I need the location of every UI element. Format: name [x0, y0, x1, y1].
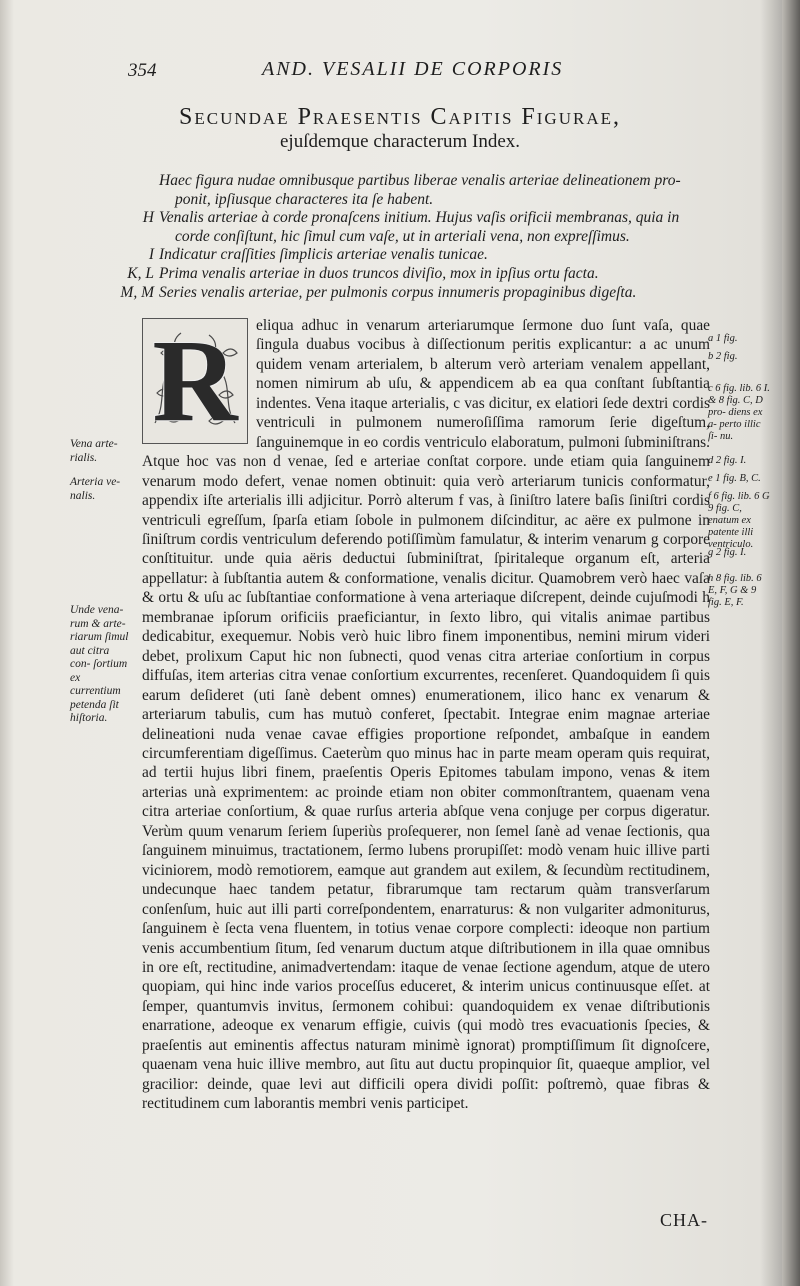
legend-key: K, L [127, 264, 154, 282]
margin-note-right: b 2 fig. [708, 351, 738, 362]
running-head [0, 58, 800, 88]
decorated-initial [142, 315, 248, 446]
legend-row [86, 172, 726, 191]
legend-text: corde conſiſtunt, hic ſimul cum vaſe, ut in arteriali vena, non expreſſimus. [175, 227, 630, 245]
running-title: AND. VESALII DE CORPORIS [262, 58, 564, 80]
legend-key [86, 191, 159, 210]
figure-legend [86, 172, 726, 302]
margin-note-right: h 8 fig. lib. 6 E, F, G & 9 fig. E, F. [708, 573, 762, 608]
legend-text: Haec figura nudae omnibusque partibus liberae venalis arteriae delineationem pro- [159, 172, 681, 189]
section-subtitle: ejuſdemque characterum Index. [279, 131, 521, 152]
legend-row [86, 265, 726, 284]
legend-key: I [148, 246, 154, 264]
legend-text: ponit, ipſiusque characteres ita ſe habent. [175, 190, 434, 208]
margin-note-right: f 6 fig. lib. 6 G 9 fig. C, enatum ex patente illi ventriculo. [708, 491, 770, 550]
main-text [142, 316, 710, 1114]
legend-key: M, M [120, 283, 154, 301]
legend-row [86, 246, 726, 265]
catchword: CHA- [660, 1210, 708, 1230]
legend-row [86, 284, 726, 303]
legend-key: H [142, 209, 154, 227]
legend-text: Prima venalis arteriae in duos truncos diviſio, mox in ipſius ortu facta. [159, 264, 599, 282]
legend-key [86, 228, 159, 247]
page-number: 354 [128, 60, 157, 81]
legend-row [86, 209, 726, 228]
legend-text: Series venalis arteriae, per pulmonis corpus innumeris propaginibus digeſta. [159, 283, 637, 301]
page-gutter-shadow [782, 0, 800, 1286]
legend-text: Venalis arteriae à corde pronaſcens initium. Hujus vaſis orificii membranas, quia in [159, 209, 680, 227]
section-title: Secundae Praesentis Capitis Figurae, [179, 104, 621, 130]
margin-note-right: a 1 fig. [708, 333, 738, 344]
margin-note-right: g 2 fig. I. [708, 547, 747, 558]
initial-letter: R [152, 315, 238, 446]
margin-note-left: Unde vena- rum & arte- riarum ſimul aut citra con- ſortium ex currentium petenda ſit hiſtoria. [70, 604, 129, 724]
margin-note-right: c 6 fig. lib. 6 I. & 8 fig. C, D pro- diens ex a- perto illic ſi- nu. [708, 383, 770, 442]
margin-note-left: Arteria ve- nalis. [70, 476, 121, 502]
legend-text: Indicatur craſſities ſimplicis arteriae venalis tunicae. [159, 246, 488, 264]
margin-note-right: e 1 fig. B, C. [708, 473, 761, 484]
body-paragraph: eliqua adhuc in venarum arteriarumque ſermone duo ſunt vaſa, quae ſingula duabus vocibus à diſſectionum peritis explicantur: a ac unum quidem venam arterialem, b alterum verò arteriam venalem appellant, nomen nimirum ab uſu, & appendicem ab ea qua conſtant ſubſtantia indentes. Vena itaque arterialis, c vas dicitur, ex elatiori ſede dextri cordis ventriculi in pulmonem numeroſiſſima ramorum ſerie digeſtum, ſanguinemque in eo cordis ventriculo elaboratum, pulmoni ſubminiſtrans. Atque hoc vas non d venae, ſed e arteriae conſtat corpore. unde etiam quia ſanguinem venarum modo defert, venae nomen obtinuit: quia verò arteriarum tunicis conformatur, appendix iſte arterialis illi adjicitur. Porrò alterum f vas, à ſiniſtro latere baſis ſiniſtri cordis ventriculi egreſſum, ſparſa etiam ſobole in pulmonem diſcinditur, ac aëre ex pulmone in ſiniſtrum cordis ventriculum deferendo potiſſimùm famulatur, & interim venarum g corpore conſtituitur. unde quia aëris deductui ſubminiſtrat, ſpiritaleque organum eſt, arteria appellatur: à ſubſtantia autem & conformatione, venalis dicitur. Quamobrem verò haec vaſa & ortu & uſu ac ſubſtantiae conformatione à vena arteriaque diſcrepent, deinde cujuſmodi h membranae ipſorum orificiis praeficiantur, in ſexto libro, qui vitalis animae partibus dedicabitur, exequemur. Nobis verò huic libro finem imponentibus, nemini mirum videri debet, prolixum Caput hic non ſubnecti, quod venas citra arteriae conſortium in corpus diffuſas, item arterias citra venae conſortium excurrentes, recenſeret. Quandoquidem ſi quis earum deſideret (uti ſanè debent omnes) enumerationem, ilico hanc ex venarum & arteriarum tabulis, cum has mutuò conferet, ſpectabit. Integrae enim magnae arteriae delineationi nuda venae cavae effigies proportione reſpondet, ambaſque in eandem circumferentiam digeſſimus. Caeterùm quo minus hac in parte meam operam quis requirat, ad tertii hujus libri finem, praeſentis Operis Epitomes tabulam impono, venas & item arterias unà exprimentem: ac proinde etiam non obiter commonſtrantem, quaenam vena citra arteriae conſortium, & quae rurſus arteria abſque vena conjuge per corpus digeratur. Verùm quum venarum ſeriem ſuperiùs proſequerer, non ſemel ſanè ad venae ſectionis, qua ſanguinem minuimus, tractationem, ſermo lubens prorupiſſet: modò venam huic illive parti viciniorem, modò remotiorem, eamque aut grandem aut exilem, & ſecundùm rectitudinem, undecunque haec tandem petatur, fibrarumque tam rectarum quàm transverſarum conſenſum, huic aut illi parti correſpondentem, enarraturus: & non vulgariter admoniturus, ſanguinem è ſecta vena fluentem, in totius venae corpore complecti: ideoque non partium venis accumbentium ſitum, ſed venarum ductum atque diſtributionem in illa quae omnibus in ore eſt, rectitudine, animadvertendam: itaque de venae ſectione agendum, atque de utero quopiam, qui hinc inde varios proceſſus educeret, & interim unicus continuusque eſſet. at ſemper, quantumvis invitus, ſermonem cohibui: quandoquidem ex venae diſtributionis enarratione, adeoque ex venarum effigie, cuivis (qui modò tres evacuationis ſpecies, & praeſentis aut eminentis affectus naturam minimè ignorat) promptiſſimum ſit dignoſcere, quaenam vena huic illive membro, aut ſitu aut ductu propinquior ſit, quaeque amplior, vel gracilior: deinde, quae levi aut difficili opera dividi poſſit: poſtremò, quae fibras & rectitudinem cum laborantis membri venis participet. [142, 317, 710, 1113]
legend-row [86, 191, 726, 210]
margin-note-left: Vena arte- rialis. [70, 438, 118, 464]
legend-key [86, 172, 159, 191]
margin-note-right: d 2 fig. I. [708, 455, 747, 466]
legend-row [86, 228, 726, 247]
